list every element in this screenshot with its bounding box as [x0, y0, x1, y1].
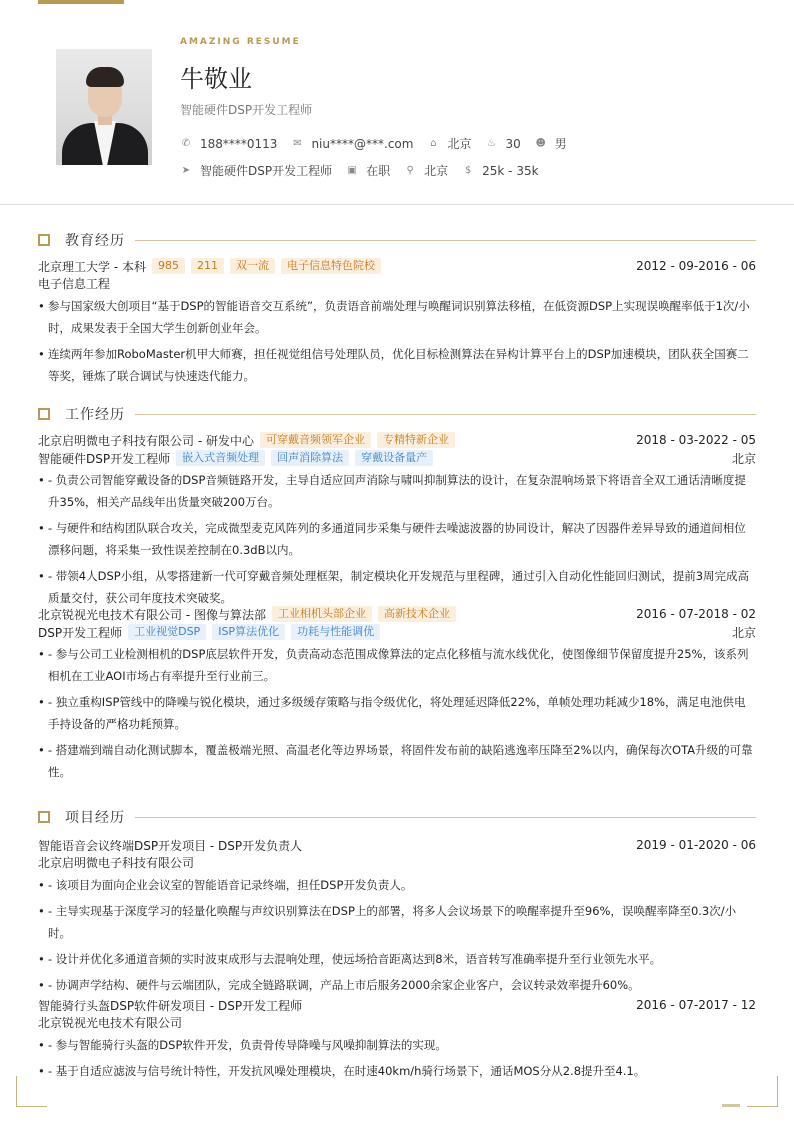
section-header	[38, 807, 756, 827]
email-item	[291, 137, 413, 151]
brand-label: AMAZING RESUME	[180, 37, 301, 47]
corner-decoration-left	[16, 1076, 47, 1107]
list-item: • - 主导实现基于深度学习的轻量化唤醒与声纹识别算法在DSP上的部署，将多人会议场景下的唤醒率提升至96%，误唤醒率降至0.3次/小时。	[38, 900, 756, 944]
money-icon: $	[464, 165, 472, 176]
section-header	[38, 404, 756, 424]
target-city-item	[404, 162, 448, 179]
salary-item	[462, 164, 538, 178]
role-tag: 工业视觉DSP	[128, 624, 206, 640]
gender-text: 男	[554, 137, 567, 151]
school-tag: 211	[191, 258, 224, 274]
education-bullets	[38, 295, 756, 387]
job-role-row	[38, 449, 756, 467]
project-row	[38, 836, 756, 854]
candidate-name: 牛敬业	[180, 65, 252, 93]
school-tag: 985	[152, 258, 185, 274]
age-text: 30	[505, 136, 521, 151]
list-item: • - 协调声学结构、硬件与云端团队，完成全链路联调，产品上市后服务2000余家企业客户，会议转录效率提升60%。	[38, 974, 756, 996]
education-date: 2012 - 09-2016 - 06	[636, 259, 756, 273]
target-job-text: 智能硬件DSP开发工程师	[200, 164, 333, 178]
phone-text: 188****0113	[200, 136, 278, 151]
project-bullets	[38, 1034, 756, 1082]
gender-item	[535, 135, 567, 152]
list-item: • - 参与智能骑行头盔的DSP软件开发，负责骨传导降噪与风噪抑制算法的实现。	[38, 1034, 756, 1056]
city-text: 北京	[447, 137, 472, 151]
cake-icon: ♨	[486, 138, 496, 149]
section-square-icon	[38, 811, 50, 823]
project-date: 2019 - 01-2020 - 06	[636, 838, 756, 852]
role-tag: 功耗与性能调优	[291, 624, 380, 640]
section-rule	[135, 240, 756, 241]
job-bullets	[38, 643, 756, 783]
send-icon: ➤	[181, 165, 191, 176]
role-tag: 回声消除算法	[271, 450, 349, 466]
job-city: 北京	[731, 625, 756, 640]
job-role: DSP开发工程师	[38, 625, 123, 640]
job-date: 2016 - 07-2018 - 02	[636, 607, 756, 621]
top-accent-bar	[38, 0, 124, 4]
project-name: 智能语音会议终端DSP开发项目 - DSP开发负责人	[38, 838, 303, 853]
section-title: 工作经历	[65, 407, 125, 423]
location-pin-icon: ⚲	[406, 165, 414, 176]
list-item: • - 搭建端到端自动化测试脚本，覆盖极端光照、高温老化等边界场景，将固件发布前的缺陷逃逸率压降至2%以内，确保每次OTA升级的可靠性。	[38, 739, 756, 783]
school-tag: 电子信息特色院校	[281, 258, 381, 274]
city-item	[427, 135, 471, 152]
job-company-row	[38, 431, 756, 449]
role-tag: 嵌入式音频处理	[176, 450, 265, 466]
company-name: 北京启明微电子科技有限公司 - 研发中心	[38, 433, 254, 448]
section-title: 教育经历	[65, 233, 125, 249]
list-item: • 参与国家级大创项目“基于DSP的智能语音交互系统”，负责语音前端处理与唤醒词识别算法移植，在低资源DSP上实现误唤醒率低于1次/小时，成果发表于全国大学生创新创业年会。	[38, 295, 756, 339]
school-name: 北京理工大学 - 本科	[38, 259, 146, 274]
list-item: • - 负责公司智能穿戴设备的DSP音频链路开发，主导自适应回声消除与啸叫抑制算法的设计，在复杂混响场景下将语音全双工通话清晰度提升35%，相关产品线年出货量突破200万台。	[38, 469, 756, 513]
major-name: 电子信息工程	[38, 277, 111, 291]
section-square-icon	[38, 234, 50, 246]
target-city-text: 北京	[424, 164, 449, 178]
user-icon: ☻	[535, 138, 546, 149]
section-square-icon	[38, 408, 50, 420]
list-item: • 连续两年参加RoboMaster机甲大师赛，担任视觉组信号处理队员，优化目标检测算法在异构计算平台上的DSP加速模块，团队获全国赛二等奖，锤炼了联合调试与快速迭代能力。	[38, 343, 756, 387]
corner-decoration-right	[747, 1076, 778, 1107]
education-section	[38, 230, 756, 391]
project-row	[38, 996, 756, 1014]
role-tag: ISP算法优化	[212, 624, 285, 640]
list-item: • - 参与公司工业检测相机的DSP底层软件开发，负责高动态范围成像算法的定点化移植与流水线优化，使图像细节保留度提升25%，该系列相机在工业AOI市场占有率提升至行业前三。	[38, 643, 756, 687]
phone-icon: ✆	[181, 138, 191, 149]
project-name: 智能骑行头盔DSP软件研发项目 - DSP开发工程师	[38, 998, 303, 1013]
status-item	[346, 162, 390, 179]
job-date: 2018 - 03-2022 - 05	[636, 433, 756, 447]
list-item: • - 基于自适应滤波与信号统计特性，开发抗风噪处理模块，在时速40km/h骑行场景下，通话MOS分从2.8提升至4.1。	[38, 1060, 756, 1082]
target-job-item	[180, 162, 332, 179]
contact-row	[180, 135, 581, 152]
section-rule	[135, 414, 756, 415]
project-date: 2016 - 07-2017 - 12	[636, 998, 756, 1012]
candidate-title: 智能硬件DSP开发工程师	[180, 103, 313, 117]
avatar-photo	[56, 49, 152, 165]
salary-text: 25k - 35k	[482, 163, 539, 178]
email-text: niu****@***.com	[311, 136, 414, 151]
list-item: • - 带领4人DSP小组，从零搭建新一代可穿戴音频处理框架，制定模块化开发规范与里程碑，通过引入自动化性能回归测试，提前3周完成高质量交付，获公司年度技术突破奖。	[38, 565, 756, 609]
company-tag: 高新技术企业	[378, 606, 456, 622]
section-title: 项目经历	[65, 810, 125, 826]
projects-section	[38, 807, 756, 1086]
role-tag: 穿戴设备量产	[355, 450, 433, 466]
status-text: 在职	[366, 164, 391, 178]
home-icon: ⌂	[430, 138, 437, 149]
education-row	[38, 257, 756, 275]
list-item: • - 该项目为面向企业会议室的智能语音记录终端，担任DSP开发负责人。	[38, 874, 756, 896]
job-bullets	[38, 469, 756, 609]
age-item	[485, 137, 520, 151]
list-item: • - 设计并优化多通道音频的实时波束成形与去混响处理，使远场拾音距离达到8米，语音转写准确率提升至行业领先水平。	[38, 948, 756, 970]
company-tag: 工业相机头部企业	[272, 606, 372, 622]
project-org: 北京启明微电子科技有限公司	[38, 856, 195, 870]
section-rule	[135, 817, 756, 818]
job-city: 北京	[731, 451, 756, 466]
phone-item	[180, 137, 277, 151]
list-item: • - 与硬件和结构团队联合攻关，完成微型麦克风阵列的多通道同步采集与硬件去噪滤波器的协同设计，解决了因器件差异导致的通道间相位漂移问题，将采集一致性误差控制在0.3dB以内。	[38, 517, 756, 561]
school-tag: 双一流	[230, 258, 275, 274]
footer-accent	[722, 1104, 740, 1107]
job-role: 智能硬件DSP开发工程师	[38, 451, 171, 466]
briefcase-icon: ▣	[347, 165, 357, 176]
section-header	[38, 230, 756, 250]
company-tag: 专精特新企业	[377, 432, 455, 448]
work-section	[38, 404, 756, 787]
company-name: 北京锐视光电技术有限公司 - 图像与算法部	[38, 607, 266, 622]
company-tag: 可穿戴音频领军企业	[260, 432, 371, 448]
mail-icon: ✉	[293, 138, 302, 149]
project-bullets	[38, 874, 756, 996]
header-divider	[0, 204, 794, 205]
project-org: 北京锐视光电技术有限公司	[38, 1016, 183, 1030]
list-item: • - 独立重构ISP管线中的降噪与锐化模块，通过多级缓存策略与指令级优化，将处理延迟降低22%，单帧处理功耗减少18%，满足电池供电手持设备的严格功耗预算。	[38, 691, 756, 735]
job-role-row	[38, 623, 756, 641]
intent-row	[180, 162, 553, 179]
